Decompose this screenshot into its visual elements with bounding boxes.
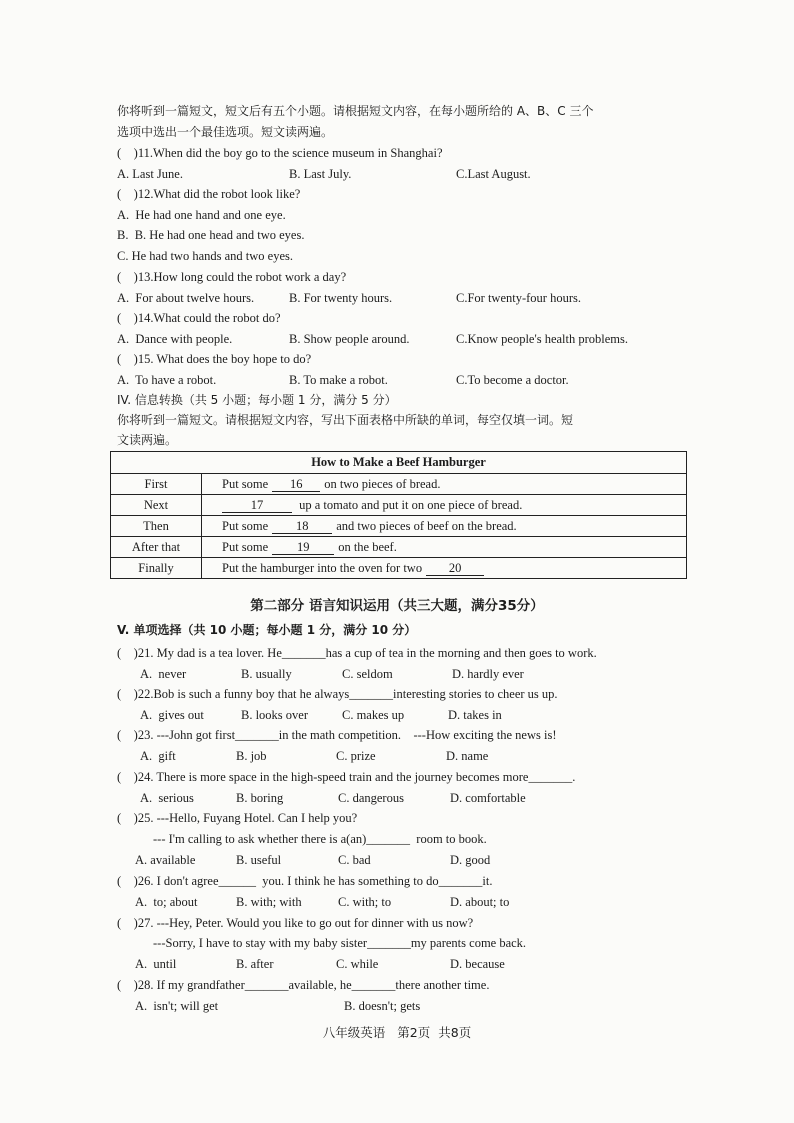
step-label: After that [111,537,202,558]
answer-blank-19[interactable]: 19 [272,540,334,555]
question-28-option-a: A. isn't; will get [135,999,219,1013]
question-23-option-b: B. job [236,749,267,763]
hamburger-table [110,451,687,579]
question-14-option-a: A. Dance with people. [117,332,233,346]
question-27-option-d: D. because [450,957,505,971]
listening-instructions-line2: 选项中选出一个最佳选项。短文读两遍。 [117,125,334,139]
table-row [111,537,687,558]
step-label: Then [111,516,202,537]
question-12-option-b: B. B. He had one head and two eyes. [117,228,305,242]
question-26-option-c: C. with; to [338,895,392,909]
table-row [111,516,687,537]
instruction-text: Put some [222,476,269,491]
table-title: How to Make a Beef Hamburger [111,452,687,474]
question-15-option-a: A. To have a robot. [117,373,217,387]
question-25-option-b: B. useful [236,853,282,867]
question-11-stem: ( )11.When did the boy go to the science museum in Shanghai? [117,146,443,160]
question-21-option-d: D. hardly ever [452,667,524,681]
step-label: First [111,474,202,495]
section-iv-instructions-line1: 你将听到一篇短文。请根据短文内容，写出下面表格中所缺的单词，每空仅填一词。短 [117,413,574,427]
instruction-text: Put some [222,518,269,533]
question-13-stem: ( )13.How long could the robot work a day? [117,270,347,284]
footer-subject: 八年级英语 [322,1025,386,1040]
question-27-option-a: A. until [135,957,177,971]
section-iv-heading: IV. 信息转换（共 5 小题；每小题 1 分，满分 5 分） [117,393,397,407]
instruction-text: and two pieces of beef on the bread. [336,518,517,533]
question-25-option-a: A. available [135,853,196,867]
listening-instructions-line1: 你将听到一篇短文，短文后有五个小题。请根据短文内容，在每小题所给的 A、B、C 三个 [117,104,594,118]
question-11-option-c: C.Last August. [456,167,531,181]
question-26-stem: ( )26. I don't agree______ you. I think he has something to do_______it. [117,874,493,888]
question-14-option-b: B. Show people around. [289,332,410,346]
step-instruction [202,516,687,537]
question-26-option-b: B. with; with [236,895,302,909]
answer-blank-20[interactable]: 20 [426,561,484,576]
instruction-text: up a tomato and put it on one piece of bread. [296,497,523,512]
question-24-option-c: C. dangerous [338,791,404,805]
step-label: Finally [111,558,202,579]
step-instruction [202,474,687,495]
question-21-option-a: A. never [140,667,187,681]
question-27-stem: ( )27. ---Hey, Peter. Would you like to go out for dinner with us now? [117,916,474,930]
question-22-option-a: A. gives out [140,708,204,722]
section-v-heading: V. 单项选择（共 10 小题；每小题 1 分，满分 10 分） [117,623,417,637]
question-23-option-d: D. name [446,749,489,763]
footer-page-number: 第2页 [397,1025,431,1040]
question-15-option-c: C.To become a doctor. [456,373,569,387]
question-25-option-d: D. good [450,853,491,867]
instruction-text: Put the hamburger into the oven for two [222,560,423,575]
footer-total-pages: 共8页 [438,1025,472,1040]
question-12-option-c: C. He had two hands and two eyes. [117,249,294,263]
question-22-option-b: B. looks over [241,708,309,722]
question-22-option-d: D. takes in [448,708,502,722]
step-instruction [202,495,687,516]
question-26-option-d: D. about; to [450,895,510,909]
question-21-stem: ( )21. My dad is a tea lover. He_______has a cup of tea in the morning and then goes to work. [117,646,597,660]
instruction-text: on the beef. [338,539,397,554]
question-27-stem-line2: ---Sorry, I have to stay with my baby sister_______my parents come back. [153,936,527,950]
question-13-option-a: A. For about twelve hours. [117,291,255,305]
answer-blank-16[interactable]: 16 [272,477,320,492]
question-28-stem: ( )28. If my grandfather_______available, he_______there another time. [117,978,490,992]
question-22-option-c: C. makes up [342,708,405,722]
question-24-stem: ( )24. There is more space in the high-speed train and the journey becomes more_______. [117,770,576,784]
question-15-option-b: B. To make a robot. [289,373,388,387]
instruction-text: Put some [222,539,269,554]
answer-blank-17[interactable]: 17 [222,498,292,513]
question-25-option-c: C. bad [338,853,371,867]
question-27-option-b: B. after [236,957,274,971]
question-26-option-a: A. to; about [135,895,198,909]
question-14-stem: ( )14.What could the robot do? [117,311,281,325]
question-21-option-c: C. seldom [342,667,393,681]
question-12-stem: ( )12.What did the robot look like? [117,187,301,201]
question-24-option-b: B. boring [236,791,284,805]
question-28-option-b: B. doesn't; gets [344,999,421,1013]
question-23-option-a: A. gift [140,749,176,763]
question-15-stem: ( )15. What does the boy hope to do? [117,352,312,366]
page-footer [0,1023,794,1041]
step-instruction [202,558,687,579]
answer-blank-18[interactable]: 18 [272,519,332,534]
table-row [111,474,687,495]
table-row [111,495,687,516]
section-iv-instructions-line2: 文读两遍。 [117,433,178,447]
question-12-option-a: A. He had one hand and one eye. [117,208,286,222]
question-27-option-c: C. while [336,957,379,971]
question-23-stem: ( )23. ---John got first_______in the math competition. ---How exciting the news is! [117,728,557,742]
instruction-text: on two pieces of bread. [324,476,441,491]
question-11-option-a: A. Last June. [117,167,183,181]
part-2-heading: 第二部分 语言知识运用（共三大题，满分35分） [250,598,544,614]
question-21-option-b: B. usually [241,667,292,681]
question-23-option-c: C. prize [336,749,376,763]
step-instruction [202,537,687,558]
question-13-option-c: C.For twenty-four hours. [456,291,581,305]
question-24-option-a: A. serious [140,791,194,805]
question-25-stem: ( )25. ---Hello, Fuyang Hotel. Can I help you? [117,811,358,825]
step-label: Next [111,495,202,516]
question-22-stem: ( )22.Bob is such a funny boy that he always_______interesting stories to cheer us up. [117,687,558,701]
question-11-option-b: B. Last July. [289,167,352,181]
question-24-option-d: D. comfortable [450,791,526,805]
question-13-option-b: B. For twenty hours. [289,291,393,305]
table-row [111,558,687,579]
question-25-stem-line2: --- I'm calling to ask whether there is a(an)_______ room to book. [153,832,487,846]
question-14-option-c: C.Know people's health problems. [456,332,629,346]
